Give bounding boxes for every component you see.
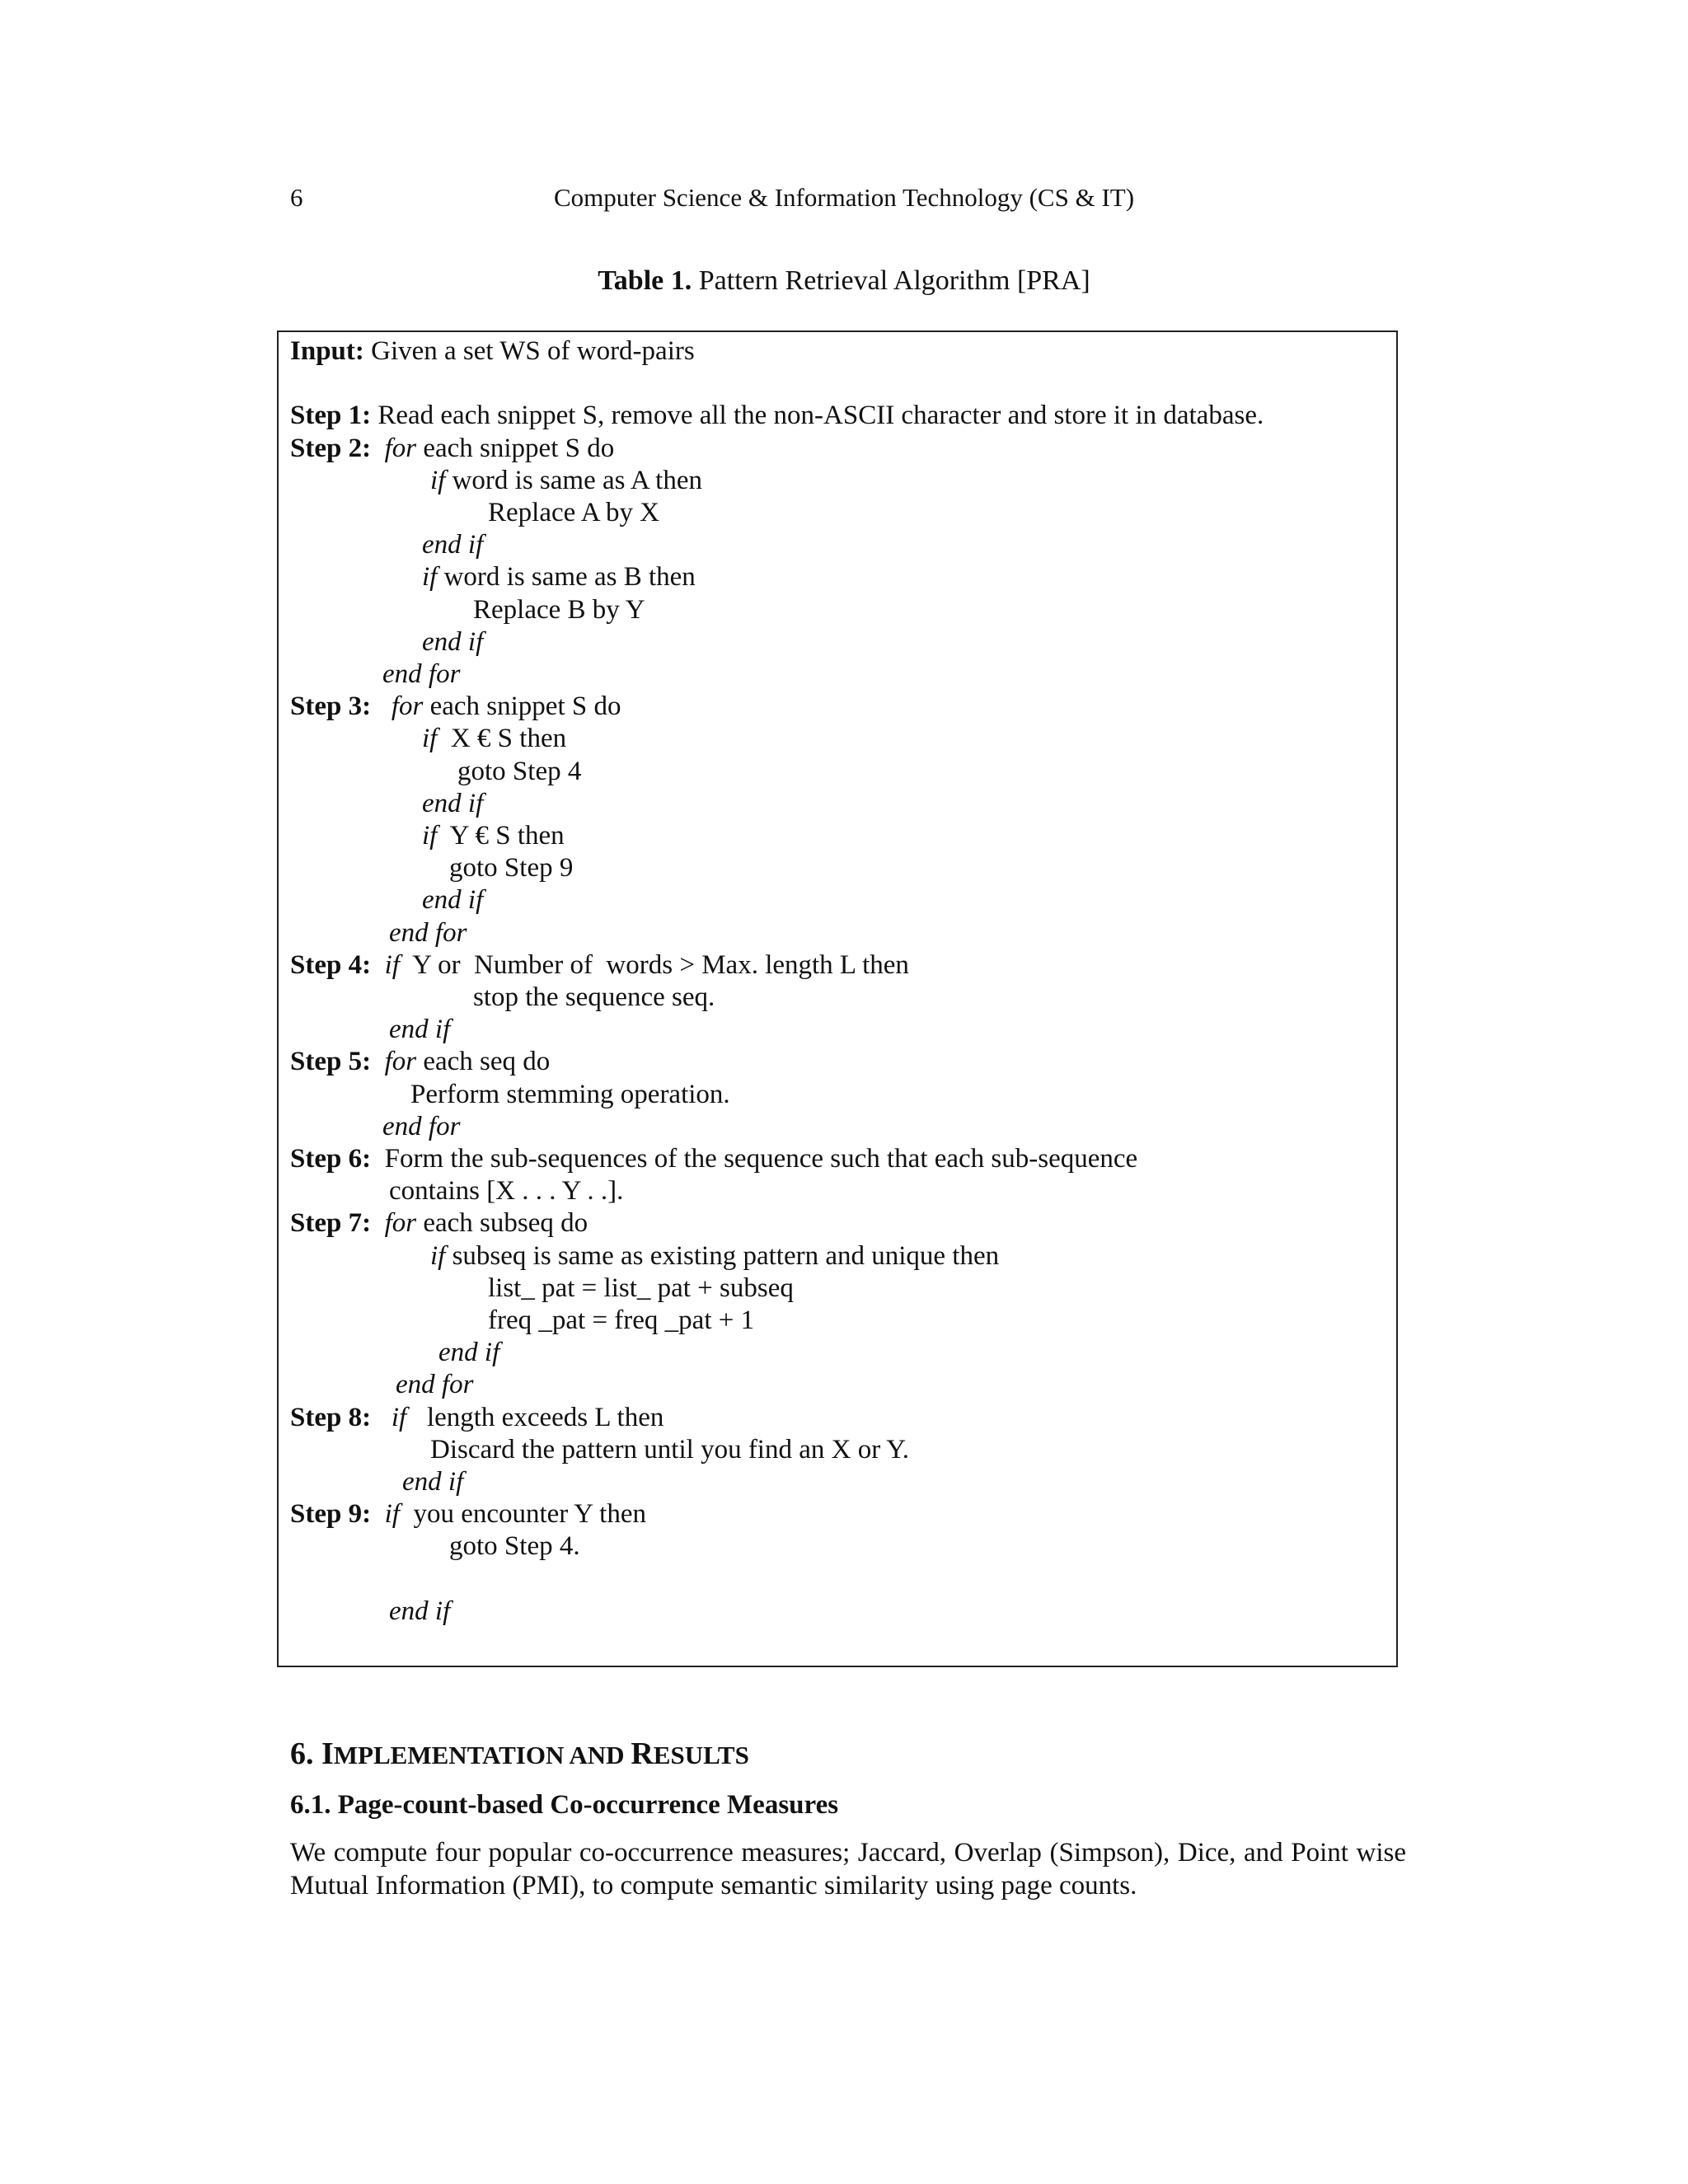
algorithm-line-s2-endif2 [422,626,483,658]
keyword: end for [396,1370,474,1400]
line-text: each subseq do [416,1208,588,1239]
table-caption-text: Pattern Retrieval Algorithm [PRA] [692,265,1090,296]
keyword: for [391,691,424,722]
line-text [371,434,385,463]
step-label: Step 8: [290,1402,372,1432]
line-text: Y or Number of words > Max. length L then [399,949,909,980]
step-label: Step 1: [290,401,372,431]
algorithm-line-s8-endif [402,1465,463,1498]
line-text: you encounter Y then [399,1499,646,1530]
keyword: end if [422,626,484,657]
keyword: end for [389,917,467,948]
subsection-heading: 6.1. Page-count-based Co-occurrence Measures [290,1790,839,1820]
section-title-part: MPLEMENTATION AND [333,1741,631,1769]
section-title-part: R [631,1736,654,1771]
keyword: for [384,1208,417,1239]
line-text: Perform stemming operation. [410,1079,730,1109]
line-text: subseq is same as existing pattern and unique then [445,1240,1000,1271]
keyword: end for [382,659,461,689]
line-text: goto Step 4. [449,1531,580,1562]
algorithm-line-s5-endfor [382,1110,460,1143]
line-text: each snippet S do [416,433,615,463]
algorithm-line-step4 [290,949,909,982]
line-text: each snippet S do [423,691,621,722]
section-number: 6. [290,1736,321,1771]
keyword: end if [389,1015,451,1045]
line-text [371,1403,392,1432]
algorithm-line-s7-endfor [396,1368,473,1401]
algorithm-line-s9-endif [389,1595,450,1628]
line-text: Form the sub-sequences of the sequence such that each sub-sequence [371,1144,1138,1174]
line-text: stop the sequence seq. [473,982,715,1012]
keyword: if [384,949,400,980]
step-label: Step 6: [290,1144,372,1174]
line-text [371,1047,385,1076]
line-text: contains [X . . . Y . .]. [389,1176,624,1207]
algorithm-line-s2-if1 [430,464,702,497]
step-label: Step 3: [290,691,372,722]
keyword: for [384,433,417,463]
algorithm-line-s6-cont [389,1174,623,1207]
algorithm-line-s7-freq [488,1304,754,1337]
section-title-part: I [321,1736,334,1771]
line-text: Replace B by Y [473,594,645,625]
algorithm-line-s3-endif1 [422,787,483,820]
line-text [371,1499,385,1529]
keyword: if [391,1402,407,1432]
algorithm-line-step2 [290,432,614,465]
keyword: end if [422,885,484,916]
keyword: end if [438,1338,500,1368]
algorithm-line-step6 [290,1142,1137,1175]
keyword: if [422,562,438,593]
algorithm-line-step1 [290,399,1264,432]
algorithm-line-s3-goto1 [457,755,581,788]
algorithm-line-s7-list [488,1272,794,1305]
algorithm-line-s8-discard [430,1433,909,1466]
line-text: Given a set WS of word-pairs [363,336,695,366]
keyword: end if [389,1596,451,1626]
algorithm-line-input [290,335,695,368]
line-text: Y € S then [437,821,565,851]
line-text [371,950,385,980]
algorithm-line-s3-if1 [422,722,566,755]
algorithm-line-s2-rep1 [488,496,659,529]
section-heading [290,1736,749,1772]
keyword: if [422,724,438,754]
algorithm-line-s7-endif [438,1336,499,1369]
keyword: for [384,1047,417,1077]
step-label: Step 7: [290,1208,372,1239]
keyword: end for [382,1111,461,1141]
line-text: length exceeds L then [406,1402,664,1432]
step-label: Step 2: [290,433,372,463]
section-title-part: ESULTS [653,1741,749,1769]
algorithm-line-s5-perform [410,1078,730,1111]
algorithm-line-step5 [290,1045,550,1078]
algorithm-line-s4-endif [389,1013,450,1046]
algorithm-line-s4-stop [473,981,715,1014]
line-text: word is same as A then [445,465,702,495]
algorithm-line-step8 [290,1401,663,1434]
section-title [321,1736,749,1771]
keyword: end if [402,1467,464,1497]
step-label: Step 4: [290,949,372,980]
algorithm-line-s3-endfor [389,916,467,949]
step-label: Step 5: [290,1047,372,1077]
algorithm-line-step3 [290,690,621,723]
line-text: list_ pat = list_ pat + subseq [488,1272,794,1303]
algorithm-line-s3-endif2 [422,883,483,916]
line-text: freq _pat = freq _pat + 1 [488,1305,755,1335]
algorithm-line-s2-rep2 [473,593,645,626]
keyword: if [430,1240,446,1271]
line-text: each seq do [416,1047,551,1077]
algorithm-line-step7 [290,1207,588,1240]
keyword: if [430,465,446,495]
algorithm-line-s3-goto2 [449,851,573,884]
algorithm-line-s7-if [430,1240,999,1272]
step-label: Input: [290,336,364,366]
body-paragraph: We compute four popular co-occurrence measures; Jaccard, Overlap (Simpson), Dice, and Point wise Mutual Information (PMI), to compute semantic similarity using page counts. [290,1838,1406,1900]
line-text: word is same as B then [437,562,696,593]
line-text: X € S then [437,724,567,754]
algorithm-line-s9-goto [449,1530,580,1563]
line-text [371,1208,385,1238]
line-text: goto Step 9 [449,853,574,883]
algorithm-line-step9 [290,1497,646,1530]
running-title: Computer Science & Information Technology (CS & IT) [553,183,1135,212]
step-label: Step 9: [290,1499,372,1530]
algorithm-line-s2-endfor [382,658,460,691]
line-text: Discard the pattern until you find an X or Y. [430,1434,910,1465]
keyword: end if [422,530,484,560]
keyword: end if [422,788,484,818]
line-text: goto Step 4 [457,756,582,786]
page-number: 6 [290,183,303,212]
table-caption-label: Table 1. [598,265,692,296]
line-text: Read each snippet S, remove all the non-ASCII character and store it in database. [371,401,1264,431]
keyword: if [384,1499,400,1530]
algorithm-line-s2-if2 [422,560,696,593]
algorithm-line-s3-if2 [422,819,565,852]
line-text: Replace A by X [488,498,660,527]
algorithm-line-s2-endif1 [422,528,483,561]
keyword: if [422,821,438,851]
table-caption [0,265,1688,297]
line-text [371,691,392,721]
